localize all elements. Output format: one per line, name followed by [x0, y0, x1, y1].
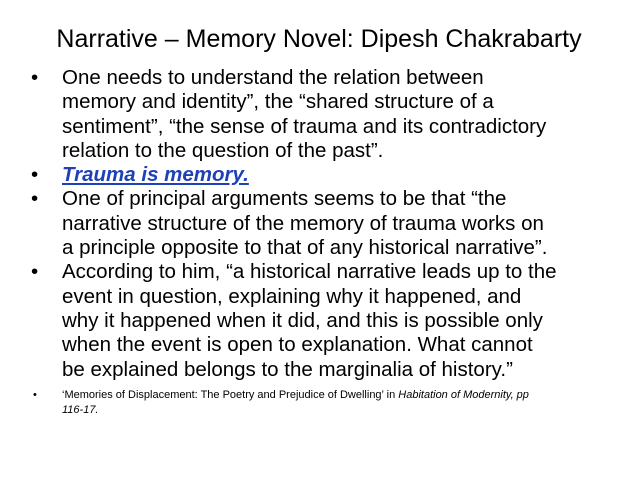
- bullet-line: sentiment”, “the sense of trauma and its contradictory: [62, 114, 547, 138]
- bullet-line: One needs to understand the relation between: [62, 66, 484, 89]
- bullet-item-trauma: [31, 163, 621, 187]
- reference-text: ‘Memories of Displacement: The Poetry and Prejudice of Dwelling’ in: [62, 388, 399, 401]
- bullet-line: narrative structure of the memory of trauma works on: [62, 211, 544, 235]
- bullet-line: event in question, explaining why it happened, and: [62, 284, 522, 308]
- bullet-line: memory and identity”, the “shared structure of a: [62, 90, 494, 114]
- bullet-item-memory-identity: [31, 66, 621, 163]
- bullet-line: when the event is open to explanation. What cannot: [62, 333, 533, 357]
- bullet-line: According to him, “a historical narrative leads up to the: [62, 260, 557, 284]
- bullet-line: One of principal arguments seems to be that “the: [62, 187, 507, 211]
- bullet-line: be explained belongs to the marginalia of history.”: [62, 357, 513, 381]
- reference-citation: [31, 388, 621, 418]
- bullet-marker: •: [31, 260, 39, 284]
- reference-line-1: [62, 388, 621, 403]
- bullet-marker: •: [33, 388, 37, 401]
- bullet-line: why it happened when it did, and this is possible only: [62, 308, 543, 332]
- bullet-list: [31, 66, 621, 418]
- reference-book-title: Habitation of Modernity, pp: [398, 388, 529, 401]
- trauma-is-memory-link[interactable]: Trauma is memory.: [62, 163, 249, 187]
- bullet-line: a principle opposite to that of any historical narrative”.: [62, 236, 548, 260]
- bullet-item-principal-argument: [31, 187, 621, 260]
- bullet-line: relation to the question of the past”.: [62, 138, 384, 162]
- slide-title: Narrative – Memory Novel: Dipesh Chakrabarty: [56, 25, 582, 53]
- bullet-marker: •: [31, 187, 39, 211]
- bullet-item-historical-narrative: [31, 260, 621, 381]
- bullet-marker: •: [31, 163, 39, 187]
- reference-pages: 116-17.: [62, 403, 99, 416]
- bullet-marker: •: [31, 66, 39, 89]
